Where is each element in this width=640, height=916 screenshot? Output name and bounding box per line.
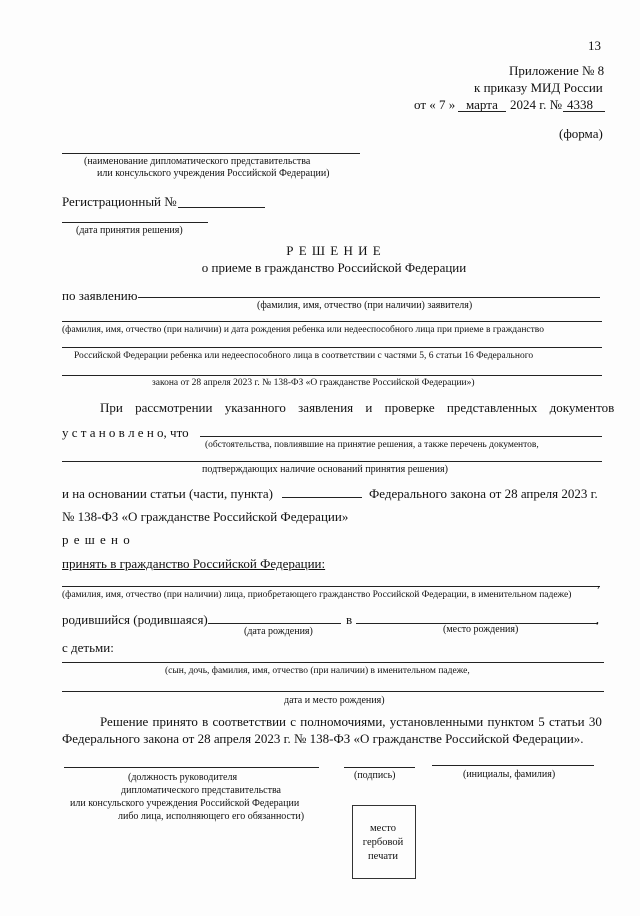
stamp-text: [353, 822, 413, 864]
child-caption-2: Российской Федерации ребенка или недееспособного лица в соответствии с частями 5, 6 статьи 16 Федерального: [74, 351, 534, 361]
authority-text-2: Федерального закона от 28 апреля 2023 г. № 138-ФЗ «О гражданстве Российской Федерации».: [62, 731, 584, 746]
name-line: [432, 765, 594, 766]
birth-date-line: [208, 623, 341, 624]
order-number: 4338: [567, 97, 593, 112]
birth-place-caption: (место рождения): [443, 624, 519, 635]
page-number: 13: [588, 38, 601, 53]
authority-text-1: Решение принято в соответствии с полномочиями, установленными пунктом 5 статьи 30: [100, 714, 602, 729]
stamp-line-1: место: [370, 823, 396, 834]
registration-label: Регистрационный №: [62, 194, 177, 209]
children-line-1: [62, 662, 604, 663]
order-month: марта: [466, 97, 498, 112]
established-label: у с т а н о в л е н о, что: [62, 425, 189, 440]
circumstances-line-1: [200, 436, 602, 437]
article-line: [282, 497, 362, 498]
person-caption: (фамилия, имя, отчество (при наличии) лица, приобретающего гражданство Российской Федерации, в именительном падеже): [62, 590, 572, 600]
child-line-2: [62, 347, 602, 348]
position-caption-2: дипломатического представительства: [121, 785, 281, 796]
stamp-line-3: печати: [368, 851, 398, 862]
person-line: [62, 586, 600, 587]
applicant-line: [138, 297, 600, 298]
stamp-line-2: гербовой: [362, 837, 404, 848]
basis-text-1: и на основании статьи (части, пункта): [62, 486, 273, 501]
children-label: с детьми:: [62, 640, 114, 655]
order-ref: к приказу МИД России: [474, 80, 603, 95]
circumstances-caption-2: подтверждающих наличие оснований принятия решения): [202, 464, 448, 475]
decision-date-caption: (дата принятия решения): [76, 225, 183, 236]
mission-caption-1: (наименование дипломатического представительства: [84, 156, 311, 167]
accept-text: принять в гражданство Российской Федерации:: [62, 556, 326, 571]
signature-caption: (подпись): [354, 770, 396, 781]
form-label: (форма): [559, 126, 603, 141]
mission-caption-2: или консульского учреждения Российской Федерации): [97, 168, 330, 179]
circumstances-line-2: [62, 461, 602, 462]
position-line: [64, 767, 319, 768]
child-caption-1: (фамилия, имя, отчество (при наличии) и дата рождения ребенка или недееспособного лица при приеме в гражданство: [62, 325, 544, 335]
circumstances-caption-1: (обстоятельства, повлиявшие на принятие решения, а также перечень документов,: [205, 440, 539, 450]
comma-mark-2: ,: [596, 612, 599, 626]
born-label: родившийся (родившаяся): [62, 612, 208, 627]
basis-text-3: № 138-ФЗ «О гражданстве Российской Федерации»: [62, 509, 349, 524]
decision-title: Р Е Ш Е Н И Е: [286, 243, 382, 258]
order-year: 2024 г. №: [510, 97, 563, 112]
decision-subtitle: о приеме в гражданство Российской Федерации: [201, 260, 467, 275]
basis-text-2: Федерального закона от 28 апреля 2023 г.: [369, 486, 598, 501]
children-caption-2: дата и место рождения): [284, 695, 385, 706]
number-line: [563, 111, 605, 112]
review-text: При рассмотрении указанного заявления и проверке представленных документов: [100, 400, 615, 415]
registration-number-line: [178, 207, 265, 208]
applicant-caption: (фамилия, имя, отчество (при наличии) заявителя): [257, 300, 473, 311]
birth-date-caption: (дата рождения): [244, 626, 313, 637]
order-date-prefix: от « 7 »: [414, 97, 456, 112]
name-caption: (инициалы, фамилия): [463, 769, 556, 780]
decided-label: р е ш е н о: [62, 532, 131, 547]
mission-name-line: [62, 153, 360, 154]
appendix-label: Приложение № 8: [509, 63, 605, 78]
position-caption-1: (должность руководителя: [128, 772, 238, 783]
decision-date-line: [62, 222, 208, 223]
signature-line: [344, 767, 415, 768]
position-caption-4: либо лица, исполняющего его обязанности): [118, 811, 305, 822]
children-line-2: [62, 691, 604, 692]
month-line: [458, 111, 506, 112]
child-caption-3: закона от 28 апреля 2023 г. № 138-ФЗ «О гражданстве Российской Федерации»): [152, 378, 475, 388]
birth-in-label: в: [346, 612, 353, 627]
child-line-1: [62, 321, 602, 322]
position-caption-3: или консульского учреждения Российской Федерации: [70, 798, 300, 809]
children-caption-1: (сын, дочь, фамилия, имя, отчество (при наличии) в именительном падеже,: [165, 666, 470, 676]
child-line-3: [62, 375, 602, 376]
application-label: по заявлению: [62, 288, 138, 303]
comma-mark: ,: [597, 576, 600, 590]
